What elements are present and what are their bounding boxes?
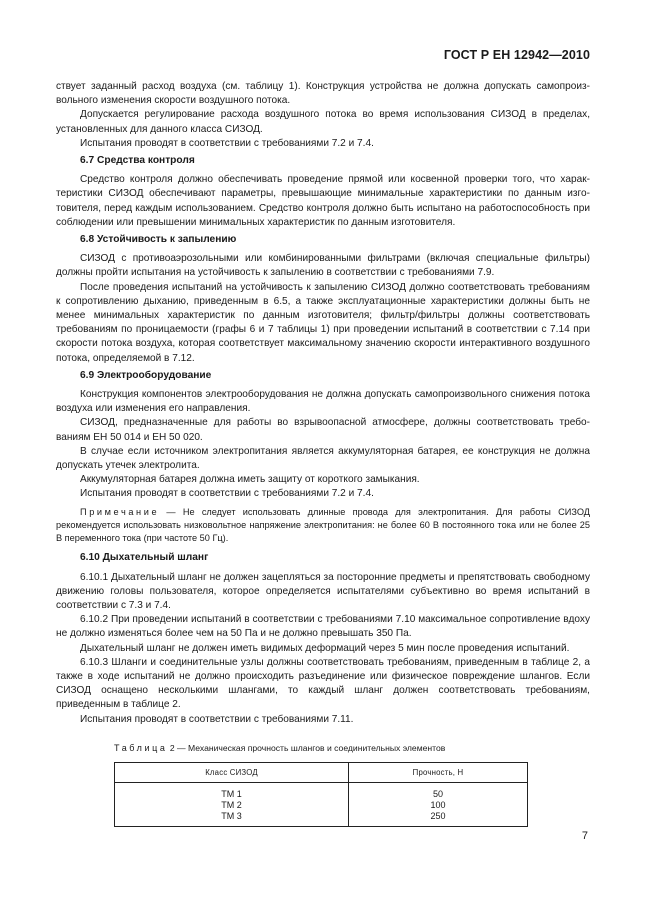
class-value: ТМ 2 [221, 799, 242, 810]
section-6-10-paragraph-4: 6.10.3 Шланги и соединительные узлы должны соответствовать требованиям, приведенным в таблице 2, а также в ходе испытаний не должно происходить разъединение или физическое повреждение шлангов. Если СИЗОД оснащено несколькими шлангами, то каждый шланг должен соответствовать требованиям, приведенным в таблице 2. [56, 656, 590, 711]
intro-paragraph-3: Испытания проводят в соответствии с требованиями 7.2 и 7.4. [80, 137, 374, 149]
strength-value: 100 [430, 799, 446, 810]
strength-value: 50 [432, 788, 443, 799]
class-value: ТМ 3 [221, 810, 242, 821]
section-6-10-paragraph-1: 6.10.1 Дыхательный шланг не должен зацепляться за посторонние предметы и препятствовать свободному движению головы пользователя, которое определяется испытателями субъективно во время испытаний в соответствии с 7.3 и 7.4. [56, 571, 590, 611]
section-6-8-paragraph-1: СИЗОД с противоаэрозольными или комбинированными фильтрами (включая специальные фильтры) должны пройти испытания на устойчивость к запылению в соответствии с требованиями 7.9. [56, 253, 590, 279]
table-header-strength: Прочность, Н [349, 762, 528, 782]
section-6-10-paragraph-5: Испытания проводят в соответствии с требованиями 7.11. [80, 713, 354, 725]
section-6-7-paragraph-1: Средство контроля должно обеспечивать проведение прямой или косвенной проверки того, что характеристики СИЗОД обеспечивают параметры, превышающие минимальные характеристики по данным изготовителя, перед каждым использованием. Средство контроля должно быть испытано на работоспособность при соблюдении или превышении минимальных характеристик по данным изготовителя. [56, 174, 590, 228]
table-row [115, 782, 528, 826]
hose-strength-table [114, 762, 528, 827]
section-6-8-paragraph-2: После проведения испытаний на устойчивость к запылению СИЗОД должно соответствовать требованиям к сопротивлению дыханию, приведенным в 6.5, а также эксплуатационные характеристики должны быть не менее минимальных характеристик по данным изготовителя; фильтр/фильтры должны соответствовать требованиям по проницаемости (графы 6 и 7 таблицы 1) при проведении испытаний в соответствии с 7.14 при скорости потока воздуха, которая соответствует максимальному значению скорости интерактивного воздушного потока, определяемой в 7.12. [56, 281, 590, 364]
section-6-10-title: 6.10 Дыхательный шланг [80, 552, 209, 564]
note-label: Примечание [80, 506, 160, 517]
section-6-8-title: 6.8 Устойчивость к запылению [80, 234, 237, 246]
intro-paragraph-1: ствует заданный расход воздуха (см. таблицу 1). Конструкция устройства не должна допускать самопроизвольного изменения скорости воздушного потока. [56, 81, 590, 107]
doc-header: ГОСТ Р ЕН 12942—2010 [443, 48, 590, 62]
section-6-9-paragraph-4: Аккумуляторная батарея должна иметь защиту от короткого замыкания. [80, 474, 420, 486]
strength-column-cell [349, 782, 528, 826]
note-text: — Не следует использовать длинные провода для электропитания. Для работы СИЗОД рекомендуется использовать низковольтное напряжение электропитания: не более 60 В постоянного тока или не более 25 В переменного тока (при частоте 50 Гц). [56, 506, 590, 544]
section-6-10-paragraph-3: Дыхательный шланг не должен иметь видимых деформаций через 5 мин после проведения испытаний. [80, 642, 570, 654]
section-6-7-title: 6.7 Средства контроля [80, 155, 195, 167]
page-number: 7 [581, 830, 588, 842]
document-body [56, 80, 590, 827]
class-column-cell [115, 782, 349, 826]
section-6-9-paragraph-2: СИЗОД, предназначенные для работы во взрывоопасной атмосфере, должны соответствовать требованиям ЕН 50 014 и ЕН 50 020. [56, 417, 590, 443]
section-6-9-paragraph-5: Испытания проводят в соответствии с требованиями 7.2 и 7.4. [80, 488, 374, 500]
table-header-class: Класс СИЗОД [115, 762, 349, 782]
section-6-9-title: 6.9 Электрооборудование [80, 369, 212, 381]
section-6-9-paragraph-1: Конструкция компонентов электрооборудования не должна допускать самопроизвольного снижения потока воздуха или изменения его направления. [56, 389, 590, 415]
section-6-9-note [56, 506, 590, 546]
table-caption [114, 741, 590, 755]
table-caption-text: 2 — Механическая прочность шлангов и соединительных элементов [167, 742, 446, 753]
strength-value: 250 [430, 810, 446, 821]
table-caption-label: Таблица [114, 742, 168, 753]
section-6-9-paragraph-3: В случае если источником электропитания является аккумуляторная батарея, ее конструкция не должна допускать утечек электролита. [56, 445, 590, 472]
section-6-10-paragraph-2: 6.10.2 При проведении испытаний в соответствии с требованиями 7.10 максимальное сопротивление вдоху не должно изменяться более чем на 50 Па и не должно превышать 350 Па. [56, 614, 590, 640]
intro-paragraph-2: Допускается регулирование расхода воздушного потока во время использования СИЗОД в пределах, установленных для данного класса СИЗОД. [56, 109, 590, 135]
class-value: ТМ 1 [221, 788, 242, 799]
